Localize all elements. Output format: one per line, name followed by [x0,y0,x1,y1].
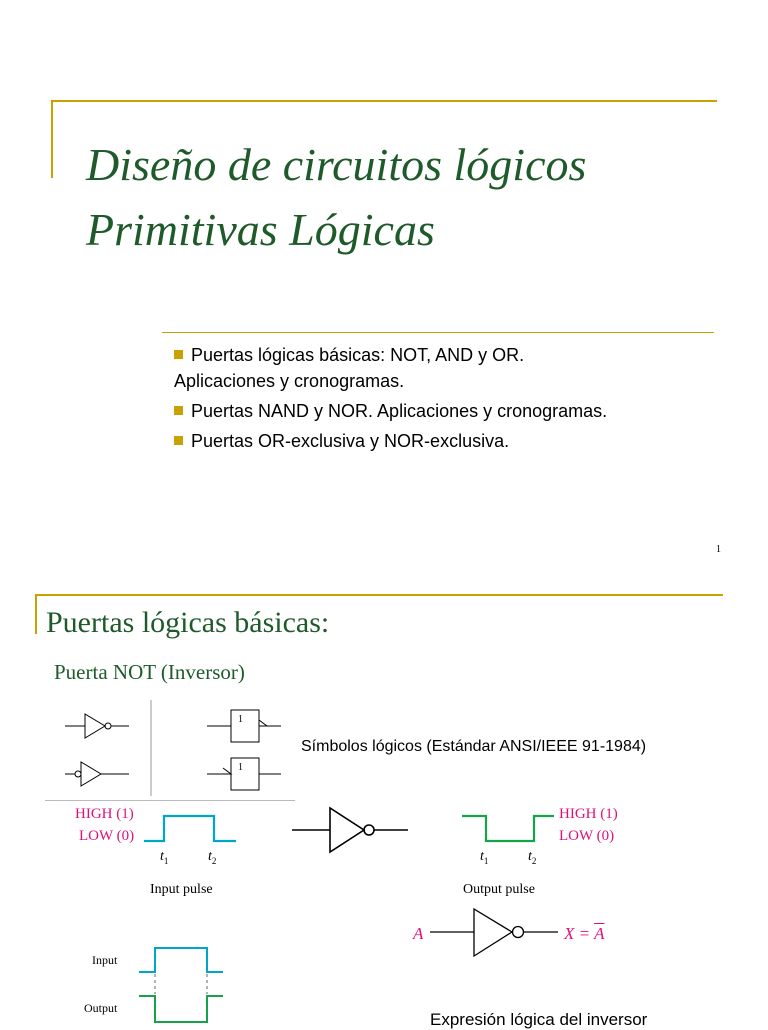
slide1-bullet-3: Puertas OR-exclusiva y NOR-exclusiva. [174,428,509,454]
bullet-square-icon [174,406,183,415]
input-high-label: HIGH (1) [75,806,134,822]
svg-text:1: 1 [238,762,243,773]
output-t2-label: $t_2$ [528,849,537,866]
expression-input-a: A [413,924,424,943]
slide1-title-line1: Diseño de circuitos lógicos [86,139,587,190]
output-low-label: LOW (0) [559,828,615,844]
expression-output: $X = \overline{A}$ [564,924,605,943]
expression-inverter-icon [430,906,560,960]
output-pulse-waveform [460,810,556,846]
timing-input-label: Input [92,953,118,967]
slide2-title: Puertas lógicas básicas: [46,606,330,639]
symbols-caption: Símbolos lógicos (Estándar ANSI/IEEE 91-1984) [301,738,647,755]
slide1-bullets-rule [162,332,714,333]
slide1-left-rule [51,100,53,178]
slide1-bullet-1: Puertas lógicas básicas: NOT, AND y OR. [174,342,524,368]
not-gate-bubble-input-icon [65,762,129,786]
symbols-bottom-rule [45,800,295,801]
slide1-bullet-1-continuation: Aplicaciones y cronogramas. [174,371,405,391]
ieee-not-symbol-input-icon [207,758,281,790]
input-t1-label: $t_1$ [160,849,169,866]
output-t1-label: $t_1$ [480,849,489,866]
expression-caption: Expresión lógica del inversor [430,1010,648,1029]
bullet-square-icon [174,436,183,445]
ieee-not-symbol-output-icon [207,710,281,742]
svg-text:1: 1 [238,714,243,725]
slide1-page-number: 1 [716,544,721,555]
input-pulse-caption: Input pulse [150,882,213,897]
input-t2-label: $t_2$ [208,849,217,866]
timing-output-label: Output [84,1001,118,1015]
input-pulse-waveform [144,810,240,846]
logic-symbols-diagram [45,696,295,802]
slide1-bullet-2: Puertas NAND y NOR. Aplicaciones y cronogramas. [174,398,607,424]
expression-a-bar: $\overline{A}$ [594,924,605,943]
not-gate-bubble-output-icon [65,714,129,738]
timing-diagram [135,942,227,1024]
output-pulse-caption: Output pulse [463,882,535,897]
input-low-label: LOW (0) [79,828,135,844]
slide2-left-rule [35,594,37,634]
center-inverter-icon [290,806,412,854]
slide1-top-rule [51,100,717,102]
bullet-square-icon [174,350,183,359]
output-high-label: HIGH (1) [559,806,618,822]
slide2-top-rule [35,594,723,596]
slide2-subtitle: Puerta NOT (Inversor) [54,660,245,684]
slide1-title-line2: Primitivas Lógicas [86,204,435,255]
